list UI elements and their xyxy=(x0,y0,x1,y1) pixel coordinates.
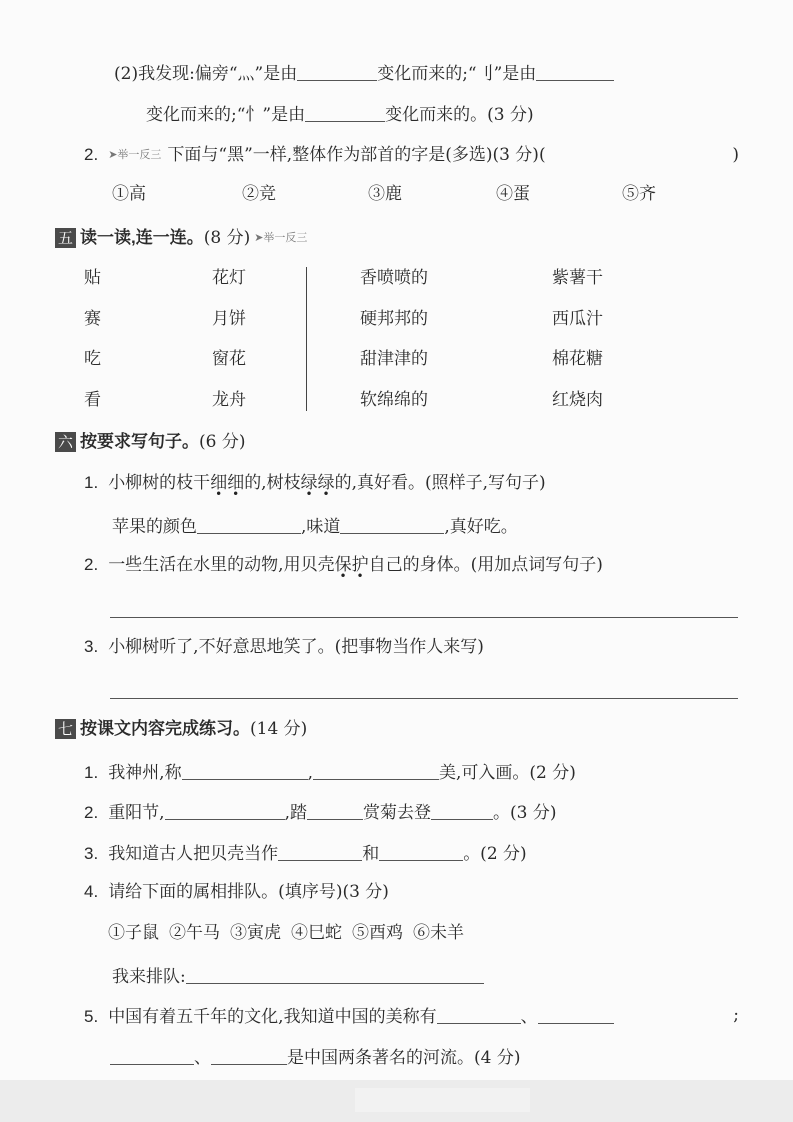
text: 变化而来的。(3 分) xyxy=(385,105,534,125)
question-number: 1. xyxy=(84,763,99,782)
match-item[interactable]: 吃 xyxy=(84,349,101,369)
match-item[interactable]: 看 xyxy=(84,390,101,410)
text: 的,真好看。(照样子,写句子) xyxy=(334,473,546,493)
text: 苹果的颜色 xyxy=(112,517,197,537)
text: 自己的身体。(用加点词写句子) xyxy=(368,555,603,575)
option[interactable]: ②竞 xyxy=(242,184,276,204)
match-item[interactable]: 西瓜汁 xyxy=(552,309,603,329)
text: 、 xyxy=(520,1007,538,1027)
answer-blank[interactable] xyxy=(340,513,444,534)
text: 、 xyxy=(194,1048,211,1068)
section-score: (6 分) xyxy=(199,432,246,452)
answer-blank[interactable] xyxy=(110,1044,194,1065)
question-text: 小柳树听了,不好意思地笑了。(把事物当作人来写) xyxy=(108,637,484,657)
option[interactable]: ⑤齐 xyxy=(622,184,656,204)
section-6-header xyxy=(55,430,245,454)
match-item[interactable]: 龙舟 xyxy=(212,390,246,410)
question-number: 2. xyxy=(84,145,99,164)
zodiac-item: ④巳蛇 xyxy=(291,923,342,943)
match-item[interactable]: 窗花 xyxy=(212,349,246,369)
answer-blank[interactable] xyxy=(431,799,493,820)
section-score: (14 分) xyxy=(250,719,308,739)
text: 我神州,称 xyxy=(108,763,182,783)
question-text: 请给下面的属相排队。(填序号)(3 分) xyxy=(108,882,389,902)
question-number: 3. xyxy=(84,637,99,656)
sec7-q4 xyxy=(84,880,389,904)
answer-blank[interactable] xyxy=(305,101,385,122)
question-number: 3. xyxy=(84,844,99,863)
part-number: (2) xyxy=(114,64,139,84)
sec7-q3 xyxy=(84,840,527,866)
match-item[interactable]: 红烧肉 xyxy=(552,390,603,410)
text: 的,树枝 xyxy=(244,473,301,493)
zodiac-list xyxy=(108,921,464,945)
text: ,踏 xyxy=(284,803,307,823)
text: 。(2 分) xyxy=(463,844,527,864)
sec6-q1-answer xyxy=(112,513,518,539)
sec6-q2 xyxy=(84,553,603,577)
sec7-q1 xyxy=(84,759,576,785)
answer-blank[interactable] xyxy=(437,1003,521,1024)
section-badge: 六 xyxy=(55,432,76,452)
text: 美,可入画。(2 分) xyxy=(439,763,576,783)
dotted-char: 保 xyxy=(334,555,352,575)
question-number: 5. xyxy=(84,1007,99,1026)
section-badge: 七 xyxy=(55,719,76,739)
match-item[interactable]: 月饼 xyxy=(212,309,246,329)
text: 和 xyxy=(362,844,380,864)
text: ,真好吃。 xyxy=(444,517,518,537)
text: 重阳节, xyxy=(108,803,165,823)
text: 变化而来的;“刂”是由 xyxy=(377,64,537,84)
section-7-header xyxy=(55,717,307,741)
section-5-header xyxy=(55,226,313,250)
zodiac-item: ③寅虎 xyxy=(230,923,281,943)
footer-strip xyxy=(355,1088,530,1112)
option[interactable]: ④蛋 xyxy=(496,184,530,204)
zodiac-item: ⑤酉鸡 xyxy=(352,923,403,943)
sec7-q2 xyxy=(84,799,556,825)
practice-tag: ➤举一反三 xyxy=(254,232,308,244)
answer-blank[interactable] xyxy=(278,840,362,861)
question-number: 2. xyxy=(84,555,99,574)
dotted-char: 护 xyxy=(351,555,369,575)
sec7-q5 xyxy=(84,1003,739,1029)
match-item[interactable]: 棉花糖 xyxy=(552,349,603,369)
option[interactable]: ①高 xyxy=(112,184,146,204)
section-title: 按课文内容完成练习。 xyxy=(80,719,250,738)
answer-blank[interactable] xyxy=(297,60,377,81)
match-item[interactable]: 硬邦邦的 xyxy=(360,309,428,329)
answer-blank[interactable] xyxy=(211,1044,287,1065)
match-item[interactable]: 紫薯干 xyxy=(552,268,603,288)
text: ; xyxy=(733,1005,739,1025)
text: 变化而来的;“忄”是由 xyxy=(146,105,306,125)
answer-blank[interactable] xyxy=(536,60,614,81)
zodiac-item: ②午马 xyxy=(169,923,220,943)
section-score: (8 分) xyxy=(203,228,251,248)
dotted-char: 细 xyxy=(210,473,228,493)
answer-blank[interactable] xyxy=(538,1003,614,1024)
dotted-char: 绿 xyxy=(300,473,318,493)
sec4-q2-part2-line2 xyxy=(146,101,534,127)
text: 赏菊去登 xyxy=(363,803,431,823)
zodiac-item: ①子鼠 xyxy=(108,923,159,943)
answer-blank[interactable] xyxy=(313,759,439,780)
column-divider xyxy=(306,267,307,411)
section-title: 按要求写句子。 xyxy=(80,432,199,451)
answer-blank[interactable] xyxy=(379,840,463,861)
answer-label: 我来排队: xyxy=(112,967,186,987)
question-number: 4. xyxy=(84,882,99,901)
paren-close: ) xyxy=(732,145,739,165)
answer-blank[interactable] xyxy=(186,963,484,984)
text: , xyxy=(307,763,313,783)
answer-blank[interactable] xyxy=(165,799,285,820)
practice-tag: ➤举一反三 xyxy=(108,149,162,161)
sec6-q3 xyxy=(84,635,484,659)
text: ,味道 xyxy=(301,517,341,537)
match-item[interactable]: 贴 xyxy=(84,268,101,288)
dotted-char: 细 xyxy=(227,473,245,493)
text: 一些生活在水里的动物,用贝壳 xyxy=(108,555,335,575)
question-text: 下面与“黑”一样,整体作为部首的字是(多选)(3 分)( xyxy=(167,145,546,165)
option[interactable]: ③鹿 xyxy=(368,184,402,204)
question-number: 2. xyxy=(84,803,99,822)
text: 。(3 分) xyxy=(493,803,557,823)
answer-line[interactable] xyxy=(110,698,738,699)
sec7-q4-answer xyxy=(112,963,484,989)
match-item[interactable]: 甜津津的 xyxy=(360,349,428,369)
dotted-char: 绿 xyxy=(317,473,335,493)
text: 我知道古人把贝壳当作 xyxy=(108,844,279,864)
text: 我发现:偏旁“灬”是由 xyxy=(138,64,298,84)
section-badge: 五 xyxy=(55,228,76,248)
sec4-q2 xyxy=(84,143,739,167)
answer-line[interactable] xyxy=(110,617,738,618)
question-number: 1. xyxy=(84,473,99,492)
text: 是中国两条著名的河流。(4 分) xyxy=(287,1048,521,1068)
match-item[interactable]: 花灯 xyxy=(212,268,246,288)
sec4-q2-part2-line1 xyxy=(114,60,614,86)
match-item[interactable]: 香喷喷的 xyxy=(360,268,428,288)
zodiac-item: ⑥未羊 xyxy=(413,923,464,943)
match-item[interactable]: 赛 xyxy=(84,309,101,329)
answer-blank[interactable] xyxy=(197,513,301,534)
match-item[interactable]: 软绵绵的 xyxy=(360,390,428,410)
sec7-q5-line2 xyxy=(110,1044,520,1070)
text: 小柳树的枝干 xyxy=(108,473,211,493)
section-title: 读一读,连一连。 xyxy=(80,228,204,247)
answer-blank[interactable] xyxy=(307,799,363,820)
answer-blank[interactable] xyxy=(182,759,308,780)
sec6-q1 xyxy=(84,471,546,495)
text: 中国有着五千年的文化,我知道中国的美称有 xyxy=(108,1007,437,1027)
